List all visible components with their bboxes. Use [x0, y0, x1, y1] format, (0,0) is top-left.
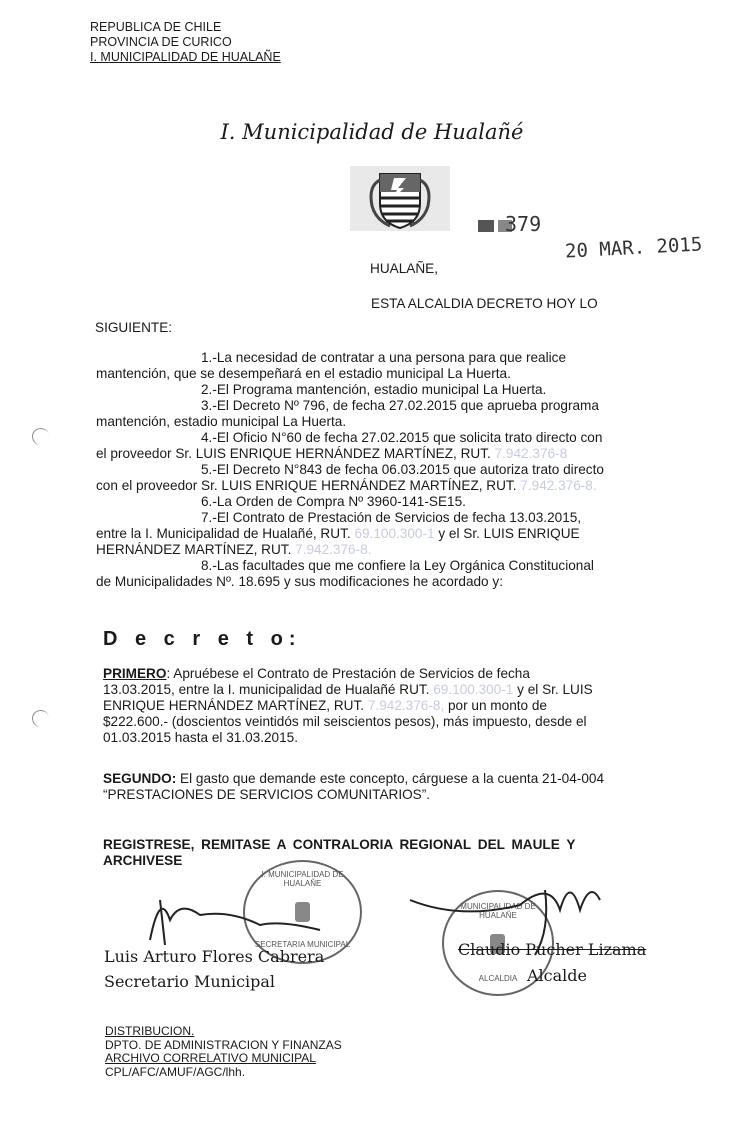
document-header — [90, 20, 281, 65]
distribution-line: DPTO. DE ADMINISTRACION Y FINANZAS — [105, 1037, 342, 1052]
mayor-name: Claudio Pucher Lizama — [458, 940, 647, 959]
considerando-line: 4.-El Oficio N°60 de fecha 27.02.2015 que solicita trato directo con — [201, 430, 603, 445]
considerando-line: HERNÁNDEZ MARTÍNEZ, RUT. 7.942.376-8. — [96, 542, 372, 557]
considerando-line: mantención, estadio municipal La Huerta. — [96, 414, 347, 429]
distribution-block — [105, 1025, 342, 1079]
header-province: PROVINCIA DE CURICO — [90, 35, 232, 49]
secretary-signature — [140, 880, 340, 950]
secretary-seal: I. MUNICIPALIDAD DE HUALAÑE SECRETARIA MUNICIPAL — [243, 860, 362, 964]
distribution-title: DISTRIBUCION. — [105, 1024, 195, 1038]
binder-hole-icon — [31, 427, 51, 447]
segundo-label: SEGUNDO: — [103, 771, 177, 786]
considerando-line: 8.-Las facultades que me confiere la Ley Orgánica Constitucional — [201, 558, 594, 573]
considerando-line: mantención, que se desempeñará en el estadio municipal La Huerta. — [96, 366, 511, 381]
segundo-block: SEGUNDO: El gasto que demande este concepto, cárguese a la cuenta 21-04-004 “PRESTACIONES DE SERVICIOS COMUNITARIOS”. — [103, 771, 605, 802]
considerando-line: de Municipalidades Nº. 18.695 y sus modificaciones he acordado y: — [96, 574, 503, 589]
considerando-line: 2.-El Programa mantención, estadio municipal La Huerta. — [201, 382, 547, 397]
place: HUALAÑE, — [370, 261, 438, 276]
redacted-rut: 7.942.376-8 — [494, 446, 568, 461]
registrese-block: REGISTRESE, REMITASE A CONTRALORIA REGIONAL DEL MAULE Y ARCHIVESE — [103, 837, 576, 868]
mayor-role: Alcalde — [527, 966, 587, 985]
header-republic: REPUBLICA DE CHILE — [90, 20, 222, 34]
distribution-initials: CPL/AFC/AMUF/AGC/lhh. — [105, 1064, 246, 1079]
mayor-seal: MUNICIPALIDAD DE HUALAÑE ALCALDIA — [442, 890, 554, 996]
considerando-line: 7.-El Contrato de Prestación de Servicios de fecha 13.03.2015, — [201, 510, 582, 525]
considerando-line: 3.-El Decreto Nº 796, de fecha 27.02.2015 que aprueba programa — [201, 398, 599, 413]
considerandos-block — [96, 350, 658, 590]
redacted-rut: 69.100.300-1 — [354, 526, 435, 541]
considerando-line: 5.-El Decreto N°843 de fecha 06.03.2015 que autoriza trato directo — [201, 462, 604, 477]
redacted-rut: 7.942.376-8. — [295, 542, 372, 557]
considerando-line: entre la I. Municipalidad de Hualañé, RUT. 69.100.300-1 y el Sr. LUIS ENRIQUE — [96, 526, 580, 541]
stamp-mark-icon — [478, 220, 494, 232]
redacted-rut: 69.100.300-1 — [433, 682, 514, 697]
decree-number-stamp: 379 — [505, 212, 542, 236]
decreto-heading: D e c r e t o: — [103, 628, 302, 650]
considerando-line: 6.-La Orden de Compra Nº 3960-141-SE15. — [201, 494, 466, 509]
header-municipality: I. MUNICIPALIDAD DE HUALAÑE — [90, 50, 281, 64]
siguiente-label: SIGUIENTE: — [95, 320, 173, 335]
decree-date-stamp: 20 MAR. 2015 — [564, 233, 703, 263]
redacted-rut: 7.942.376-8. — [520, 478, 597, 493]
considerando-line: con el proveedor Sr. LUIS ENRIQUE HERNÁNDEZ MARTÍNEZ, RUT. 7.942.376-8. — [96, 478, 597, 493]
secretary-role: Secretario Municipal — [104, 972, 276, 991]
distribution-line: ARCHIVO CORRELATIVO MUNICIPAL — [105, 1051, 316, 1065]
considerando-line: 1.-La necesidad de contratar a una persona para que realice — [201, 350, 567, 365]
binder-hole-icon — [31, 709, 51, 729]
considerando-line: el proveedor Sr. LUIS ENRIQUE HERNÁNDEZ MARTÍNEZ, RUT. 7.942.376-8 — [96, 446, 568, 461]
secretary-name: Luis Arturo Flores Cabrera — [104, 947, 325, 966]
municipality-title: I. Municipalidad de Hualañé — [220, 120, 524, 144]
municipal-crest-icon — [350, 166, 450, 231]
intro-line: ESTA ALCALDIA DECRETO HOY LO — [371, 296, 598, 311]
primero-label: PRIMERO — [103, 666, 167, 681]
primero-block: PRIMERO: Apruébese el Contrato de Prestación de Servicios de fecha 13.03.2015, entre la I. municipalidad de Hualañé RUT. 69.100.300-1 y el Sr. LUIS ENRIQUE HERNÁNDEZ MARTÍNEZ, RUT. 7.942.376-8, por un monto de $222.600.- (doscientos veintidós mil seiscientos pesos), más impuesto, desde el 01.03.2015 hasta el 31.03.2015. — [103, 666, 593, 745]
redacted-rut: 7.942.376-8, — [367, 698, 445, 713]
